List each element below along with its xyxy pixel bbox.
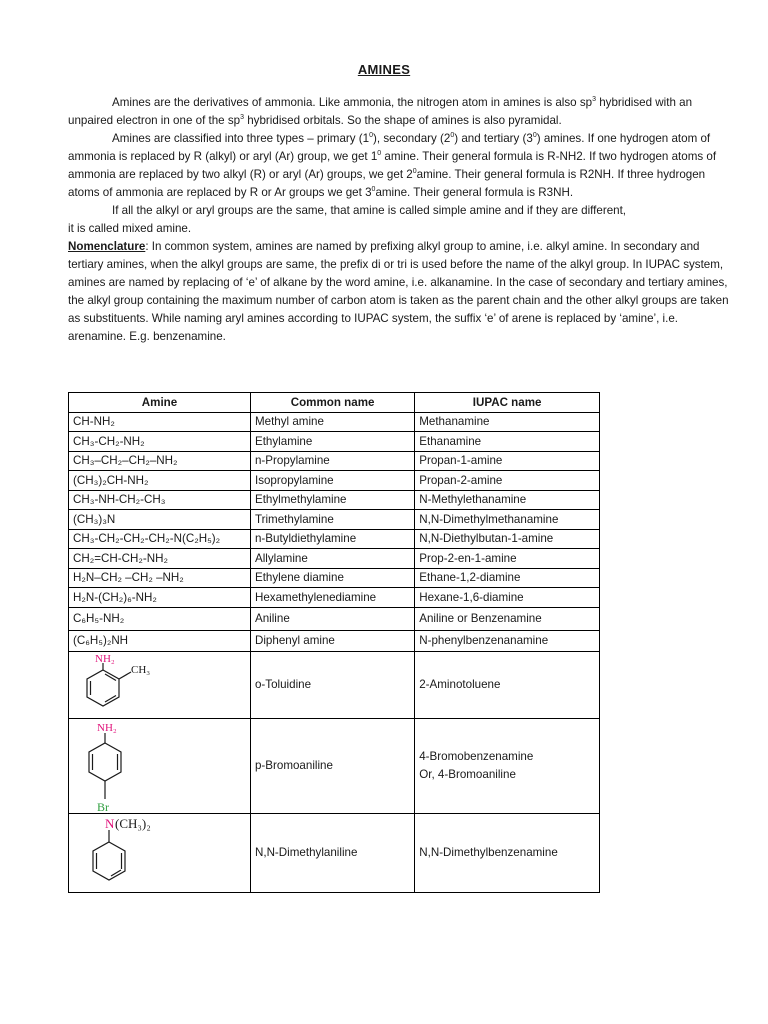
superscript: 0 (371, 186, 376, 193)
common-name-cell: Ethylamine (250, 432, 414, 452)
iupac-name-cell: Propan-2-amine (415, 471, 600, 491)
superscript: 0 (532, 132, 537, 139)
amine-formula-cell: (CH₃)₂CH-NH₂ (69, 471, 251, 491)
paragraph-simple-mixed: If all the alkyl or aryl groups are the same, that amine is called simple amine and if they are different, (112, 204, 627, 217)
table-row (69, 432, 600, 452)
o-toluidine-structure (69, 652, 249, 718)
text-span: hybridised orbitals. So the shape of amines is also pyramidal. (244, 114, 562, 127)
text-span: ) and tertiary (3 (454, 132, 533, 145)
iupac-name-cell: Ethane-1,2-diamine (415, 568, 600, 588)
common-name-cell: Isopropylamine (250, 471, 414, 491)
superscript: 0 (412, 168, 417, 175)
iupac-line: 4-Bromobenzenamine (419, 749, 534, 763)
iupac-name-cell: Propan-1-amine (415, 451, 600, 471)
iupac-name-cell: N,N-Diethylbutan-1-amine (415, 529, 600, 549)
common-name-cell: n-Butyldiethylamine (250, 529, 414, 549)
amine-group-label: NH₂ (97, 721, 117, 734)
superscript: 3 (240, 114, 245, 121)
common-name-cell: n-Propylamine (250, 451, 414, 471)
iupac-name-cell: Aniline or Benzenamine (415, 607, 600, 630)
table-header-row (69, 393, 600, 413)
superscript: 0 (377, 150, 382, 157)
p-bromoaniline-structure (69, 719, 249, 813)
table-row (69, 412, 600, 432)
common-name-cell: o-Toluidine (250, 651, 414, 718)
structure-o-toluidine (69, 651, 251, 718)
bromine-label: Br (97, 799, 109, 813)
common-name-cell: Allylamine (250, 549, 414, 569)
amine-formula-cell: H₂N–CH₂ –CH₂ –NH₂ (69, 568, 251, 588)
superscript: 0 (369, 132, 374, 139)
table-row (69, 813, 600, 892)
dimethyl-label: (CH₃)₂ (115, 815, 151, 831)
methyl-label: CH₃ (131, 663, 151, 676)
iupac-name-cell: Ethanamine (415, 432, 600, 452)
header-iupac-name: IUPAC name (415, 393, 600, 413)
table-row (69, 451, 600, 471)
text-span: amine. Their general formula is R-NH2. If two hydrogen atoms of ammonia are replaced by two alkyl (R) or aryl (Ar) groups, we get 2 (68, 150, 717, 181)
paragraph-simple-mixed-cont: it is called mixed amine. (68, 222, 192, 235)
amine-formula-cell: (C₆H₅)₂NH (69, 630, 251, 651)
amine-formula-cell: CH₃-CH₂-CH₂-CH₂-N(C₂H₅)₂ (69, 529, 251, 549)
common-name-cell: N,N-Dimethylaniline (250, 813, 414, 892)
amine-formula-cell: C₆H₅-NH₂ (69, 607, 251, 630)
iupac-name-cell: Hexane-1,6-diamine (415, 588, 600, 608)
nomenclature-text: : In common system, amines are named by prefixing alkyl group to amine, i.e. alkyl amine. In secondary and tertiary amines, when the alkyl groups are same, the prefix di or tri is used before the name of the alkyl group. In IUPAC system, amines are named by replacing of ‘e’ of alkane by the word amine, i.e. alkanamine. In the case of secondary and tertiary amines, the alkyl group containing the maximum number of carbon atom is taken as the parent chain and the other alkyl groups are taken as substituents. While naming aryl amines according to IUPAC system, the suffix ‘e’ of arene is replaced by ‘amine’, i.e. arenamine. E.g. benzenamine. (68, 240, 729, 343)
text-span: hybridised with an unpaired electron in one of the sp (68, 96, 693, 127)
paragraph-classification (68, 130, 732, 202)
amine-formula-cell: CH₃–CH₂–CH₂–NH₂ (69, 451, 251, 471)
paragraph-hybridisation (68, 94, 732, 130)
header-common-name: Common name (250, 393, 414, 413)
superscript: 3 (592, 96, 596, 103)
common-name-cell: Ethylene diamine (250, 568, 414, 588)
table-row (69, 549, 600, 569)
intro-paragraph (68, 94, 732, 346)
iupac-line: Or, 4-Bromoaniline (419, 767, 516, 781)
page-title: AMINES (357, 62, 411, 77)
amine-formula-cell: CH-NH₂ (69, 412, 251, 432)
table-row (69, 490, 600, 510)
iupac-name-cell: 2-Aminotoluene (415, 651, 600, 718)
table-row (69, 529, 600, 549)
table-row (69, 651, 600, 718)
superscript: 0 (450, 132, 455, 139)
text-span: amine. Their general formula is R2NH. If three hydrogen atoms of ammonia are replaced by R or Ar groups we get 3 (68, 168, 706, 199)
nitrogen-label: N (105, 815, 115, 831)
nomenclature-label: Nomenclature (68, 240, 146, 253)
paragraph-nomenclature (68, 238, 732, 346)
iupac-name-cell: N,N-Dimethylmethanamine (415, 510, 600, 530)
table-row (69, 510, 600, 530)
iupac-name-cell: N-phenylbenzenanamine (415, 630, 600, 651)
table-row (69, 630, 600, 651)
header-amine: Amine (69, 393, 251, 413)
amine-formula-cell: CH₃-NH-CH₂-CH₃ (69, 490, 251, 510)
amines-table (68, 392, 600, 893)
common-name-cell: Aniline (250, 607, 414, 630)
amine-formula-cell: H₂N-(CH₂)₆-NH₂ (69, 588, 251, 608)
common-name-cell: p-Bromoaniline (250, 718, 414, 813)
text-span: ) amines. If one hydrogen atom of ammonia is replaced by R (alkyl) or aryl (Ar) group, we get 1 (68, 132, 711, 163)
text-span: Amines are the derivatives of ammonia. Like ammonia, the nitrogen atom in amines is also sp (112, 96, 593, 109)
common-name-cell: Trimethylamine (250, 510, 414, 530)
table-row (69, 568, 600, 588)
iupac-name-cell: Methanamine (415, 412, 600, 432)
table-row (69, 718, 600, 813)
iupac-name-cell: N,N-Dimethylbenzenamine (415, 813, 600, 892)
structure-n-n-dimethylaniline (69, 813, 251, 892)
amine-formula-cell: CH₃-CH₂-NH₂ (69, 432, 251, 452)
iupac-name-cell: Prop-2-en-1-amine (415, 549, 600, 569)
amine-formula-cell: (CH₃)₃N (69, 510, 251, 530)
iupac-name-cell (415, 718, 600, 813)
amine-formula-cell: CH₂=CH-CH₂-NH₂ (69, 549, 251, 569)
common-name-cell: Ethylmethylamine (250, 490, 414, 510)
structure-p-bromoaniline (69, 718, 251, 813)
common-name-cell: Hexamethylenediamine (250, 588, 414, 608)
text-span: ), secondary (2 (373, 132, 451, 145)
amine-group-label: NH₂ (95, 652, 115, 665)
text-span: Amines are classified into three types – primary (1 (112, 132, 370, 145)
iupac-name-cell: N-Methylethanamine (415, 490, 600, 510)
common-name-cell: Diphenyl amine (250, 630, 414, 651)
common-name-cell: Methyl amine (250, 412, 414, 432)
table-row (69, 471, 600, 491)
table-row (69, 588, 600, 608)
n-n-dimethylaniline-structure (69, 814, 249, 892)
table-row (69, 607, 600, 630)
text-span: amine. Their general formula is R3NH. (375, 186, 574, 199)
